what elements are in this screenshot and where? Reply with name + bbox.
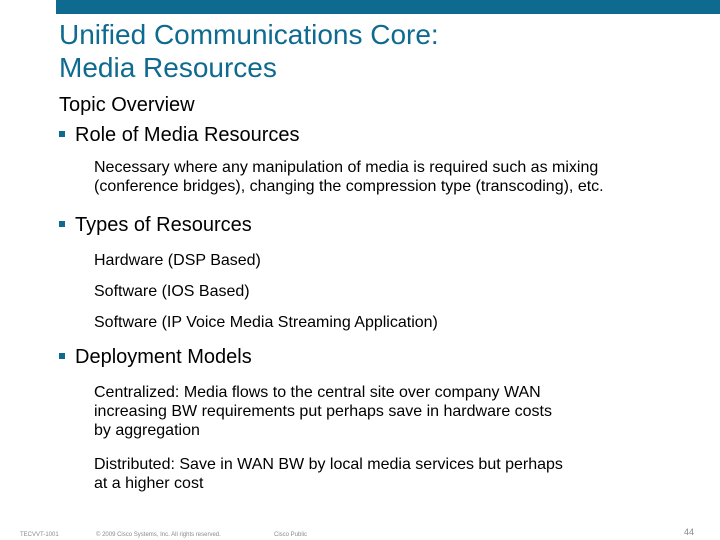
sub-item-line: Centralized: Media flows to the central site over company WAN [94,384,541,401]
sub-item-line: by aggregation [94,422,200,439]
footer-course-code: TECVVT-1001 [20,532,59,538]
sub-item-line: Software (IOS Based) [94,283,250,300]
bullet-label: Deployment Models [75,346,252,368]
bullet-label: Types of Resources [75,214,252,236]
bullet-types-of-resources [59,213,252,237]
sub-item-software-ipvms [94,313,438,332]
top-bar-notch [0,0,56,14]
sub-item-hardware-dsp [94,251,261,270]
footer-classification: Cisco Public [274,532,308,538]
square-bullet-icon [59,131,65,137]
title-line-1: Unified Communications Core: [59,19,439,50]
sub-item-line: Hardware (DSP Based) [94,252,261,269]
title-line-2: Media Resources [59,52,277,83]
sub-item-software-ios [94,282,250,301]
square-bullet-icon [59,353,65,359]
sub-item-line: Distributed: Save in WAN BW by local media services but perhaps [94,456,563,473]
footer-copyright: © 2009 Cisco Systems, Inc. All rights reserved. [96,532,221,538]
slide-title [59,18,439,84]
bullet-deployment-models [59,345,252,369]
bullet-role-of-media-resources [59,123,300,147]
top-accent-bar [0,0,720,14]
sub-item-line: Necessary where any manipulation of media is required such as mixing [94,159,599,176]
slide-subtitle: Topic Overview [59,94,195,116]
sub-item-line: (conference bridges), changing the compression type (transcoding), etc. [94,178,604,195]
sub-item-centralized [94,383,552,440]
square-bullet-icon [59,221,65,227]
bullet-label: Role of Media Resources [75,124,300,146]
sub-item-distributed [94,455,563,493]
footer-page-number: 44 [684,527,695,537]
sub-item-role-description [94,158,604,196]
sub-item-line: at a higher cost [94,475,204,492]
sub-item-line: increasing BW requirements put perhaps save in hardware costs [94,403,552,420]
sub-item-line: Software (IP Voice Media Streaming Application) [94,314,438,331]
